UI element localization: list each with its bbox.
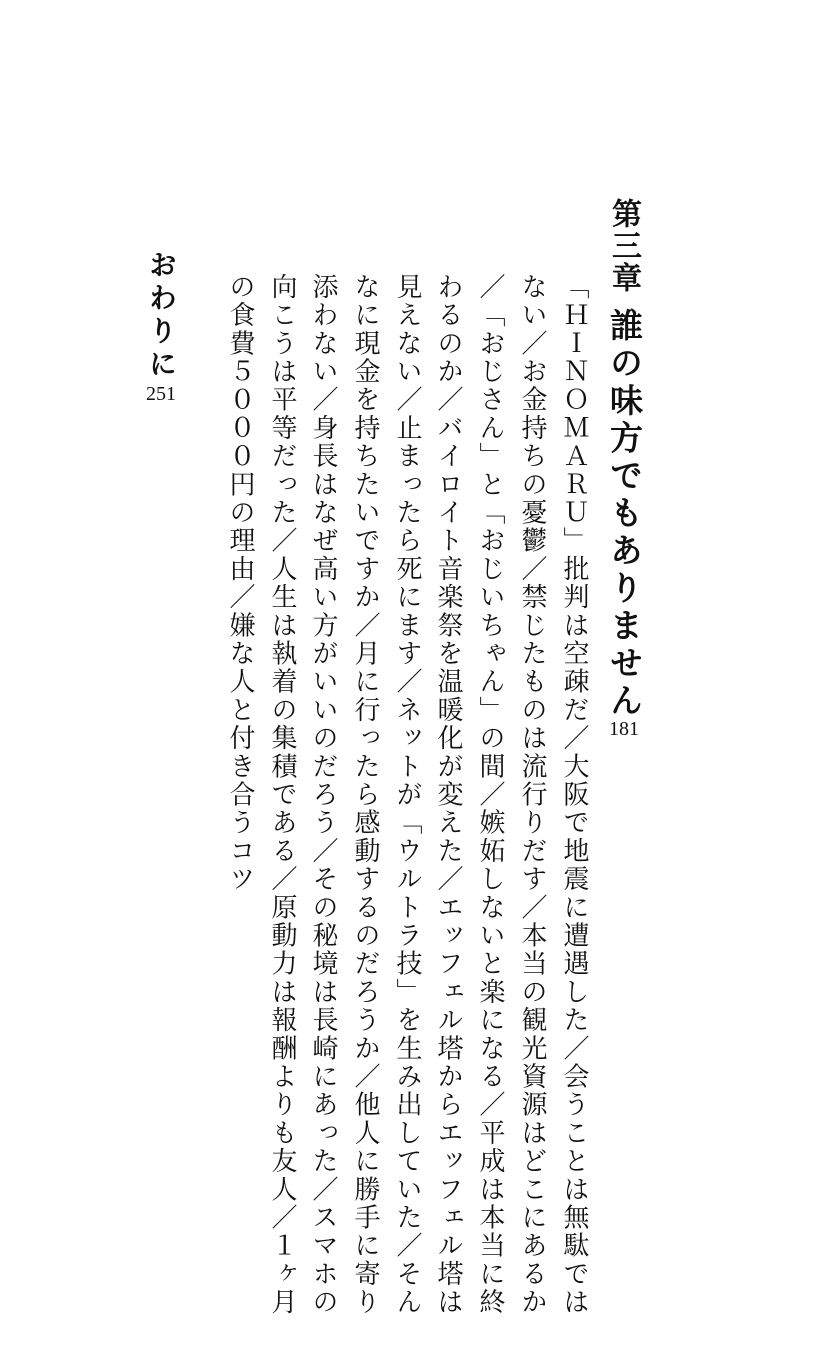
section-list-line: の食費５０００円の理由／嫌な人と付き合うコツ (225, 273, 255, 894)
section-list-line: ない／お金持ちの憂鬱／禁じたものは流行りだす／本当の観光資源はどこにあるか (517, 273, 547, 1317)
epilogue-title[interactable]: おわりに (145, 250, 178, 382)
epilogue-page-number: 251 (146, 383, 176, 405)
section-list-line: 「ＨＩＮＯＭＡＲＵ」批判は空疎だ／大阪で地震に遭遇した／会うことは無駄では (559, 273, 589, 1317)
chapter-title[interactable]: 誰の味方でもありません (605, 308, 644, 721)
section-list-line: わるのか／バイロイト音楽祭を温暖化が変えた／エッフェル塔からエッフェル塔は (433, 273, 463, 1317)
section-list-line: 向こうは平等だった／人生は執着の集積である／原動力は報酬よりも友人／１ヶ月 (267, 273, 297, 1317)
section-list-line: 見えない／止まったら死にます／ネットが「ウルトラ技」を生み出していた／そん (392, 273, 422, 1317)
section-list-line: 添わない／身長はなぜ高い方がいいのだろう／その秘境は長崎にあった／スマホの (308, 273, 338, 1317)
chapter-label: 第三章 (606, 198, 641, 294)
section-list-line: なに現金を持ちたいですか／月に行ったら感動するのだろうか／他人に勝手に寄り (350, 273, 380, 1317)
section-list-line: ／「おじさん」と「おじいちゃん」の間／嫉妬しないと楽になる／平成は本当に終 (475, 273, 505, 1317)
chapter-page-number: 181 (609, 718, 639, 740)
